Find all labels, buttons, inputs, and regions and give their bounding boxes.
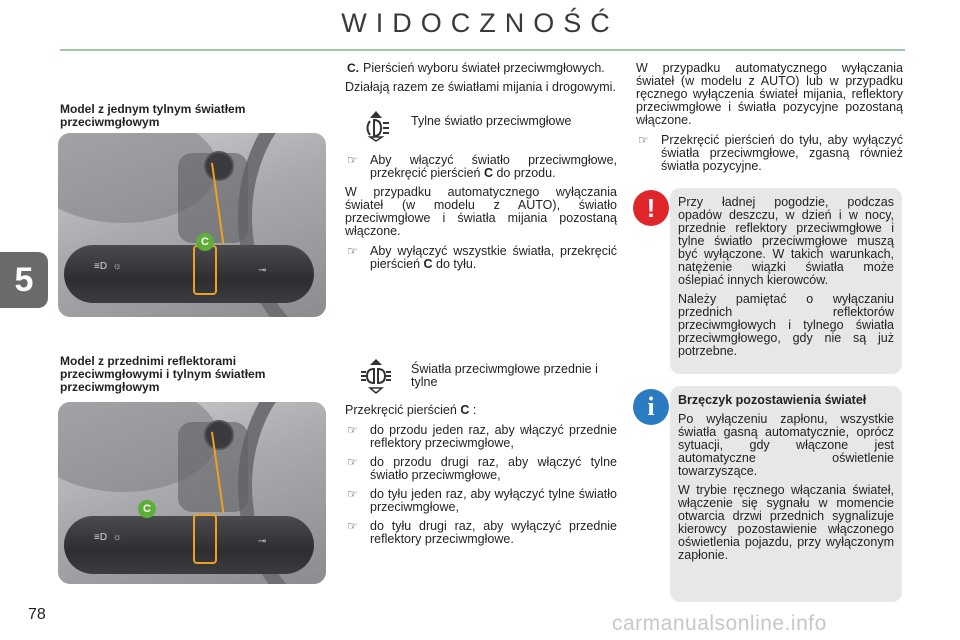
middle-auto-para: W przypadku automatycznego wyłączania świateł (w modelu z AUTO), światło przeciwmgłowe i światła mijania pozostaną włączone.: [345, 185, 617, 238]
caption-single-rear-fog: Model z jednym tylnym światłem przeciwmgłowym: [60, 102, 246, 129]
warning-box: [670, 188, 902, 374]
front-rear-fog-light-icon: [359, 358, 393, 394]
stalk-photo-2: ≡D ☼ ⊸ C: [58, 402, 326, 584]
middle-column: [345, 62, 617, 277]
caption-front-rear-fog: Model z przednimi reflektorami przeciwmgłowymi i tylnym światłem przeciwmgłowym: [60, 354, 266, 394]
step-3: do tyłu jeden raz, aby wyłączyć tylne światło przeciwmgłowe,: [370, 487, 617, 514]
warning-text-1: Przy ładnej pogodzie, podczas opadów deszczu, w dzień i w nocy, przednie reflektory przeciwmgłowe i tylne światło przeciwmgłowe muszą być wyłączone. W takich warunkach, natężenie wiązki światła może oślepiać innych kierowców.: [678, 195, 894, 287]
info-text-1: Po wyłączeniu zapłonu, wszystkie światła gasną automatycznie, oprócz sytuacji, gdy włączone jest automatyczne oświetlenie towarzyszące.: [678, 412, 894, 478]
ring-c-label-2: C: [138, 500, 156, 518]
middle-column-lower: [345, 358, 617, 552]
pointing-hand-icon: ☞: [347, 455, 358, 469]
chapter-tab: 5: [0, 252, 48, 308]
page-title: WIDOCZNOŚĆ: [341, 8, 619, 38]
info-text-2: W trybie ręcznego włączania świateł, włączenie się sygnału w momencie otwarcia drzwi przednich sygnalizuje kierowcy pozostawienie włączonego oświetlenia pojazdu, przy wyłączonym zapłonie.: [678, 483, 894, 562]
right-bullet: Przekręcić pierścień do tyłu, aby wyłączyć światła przeciwmgłowe, zgasną również światła pozycyjne.: [661, 133, 903, 173]
pointing-hand-icon: ☞: [347, 487, 358, 501]
turn-ring-colon: :: [472, 403, 477, 417]
bullet-on-text: Aby włączyć światło przeciwmgłowe, przekręcić pierścień: [370, 153, 617, 180]
works-with-text: Działają razem ze światłami mijania i drogowymi.: [345, 80, 616, 94]
pointing-hand-icon: ☞: [638, 133, 649, 147]
info-icon: i: [633, 389, 669, 425]
front-rear-fog-label: Światła przeciwmgłowe przednie i tylne: [411, 362, 598, 389]
page-number: 78: [28, 606, 46, 623]
right-auto-para: W przypadku automatycznego wyłączania świateł (w modelu z AUTO) lub w przypadku ręcznego wyłączenia świateł mijania, reflektory przeciwmgłowe i światła pozycyjne pozostaną włączone.: [636, 61, 903, 127]
bullet-off-text: Aby wyłączyć wszystkie światła, przekręcić pierścień: [370, 244, 617, 271]
rear-fog-light-icon: [359, 108, 393, 144]
turn-ring-text: Przekręcić pierścień: [345, 403, 457, 417]
warning-icon: !: [633, 190, 669, 226]
intro-text: Pierścień wyboru świateł przeciwmgłowych.: [363, 61, 605, 75]
pointing-hand-icon: ☞: [347, 423, 358, 437]
intro-letter: C.: [347, 61, 359, 75]
pointing-hand-icon: ☞: [347, 244, 358, 258]
pointing-hand-icon: ☞: [347, 519, 358, 533]
info-title: Brzęczyk pozostawienia świateł: [678, 393, 867, 407]
turn-ring-c: C: [460, 403, 470, 417]
bullet-off-ring: C: [423, 257, 433, 271]
bullet-on-ring: C: [483, 166, 493, 180]
info-box: [670, 386, 902, 602]
bullet-off-tail: do tyłu.: [436, 257, 477, 271]
header-rule: [60, 49, 905, 51]
rear-fog-label: Tylne światło przeciwmgłowe: [411, 113, 572, 128]
stalk-photo-1: ≡D ☼ ⊸ C: [58, 133, 326, 317]
ring-c-label-1: C: [196, 233, 214, 251]
step-1: do przodu jeden raz, aby włączyć przednie reflektory przeciwmgłowe,: [370, 423, 617, 450]
step-2: do przodu drugi raz, aby włączyć tylne światło przeciwmgłowe,: [370, 455, 617, 482]
step-4: do tyłu drugi raz, aby wyłączyć przednie reflektory przeciwmgłowe.: [370, 519, 617, 546]
right-column: [636, 62, 903, 179]
bullet-on-tail: do przodu.: [496, 166, 556, 180]
watermark: carmanualsonline.info: [612, 612, 827, 635]
pointing-hand-icon: ☞: [347, 153, 358, 167]
warning-text-2: Należy pamiętać o wyłączaniu przednich reflektorów przeciwmgłowych i tylnego światła przeciwmgłowego, gdy nie są już potrzebne.: [678, 292, 894, 358]
